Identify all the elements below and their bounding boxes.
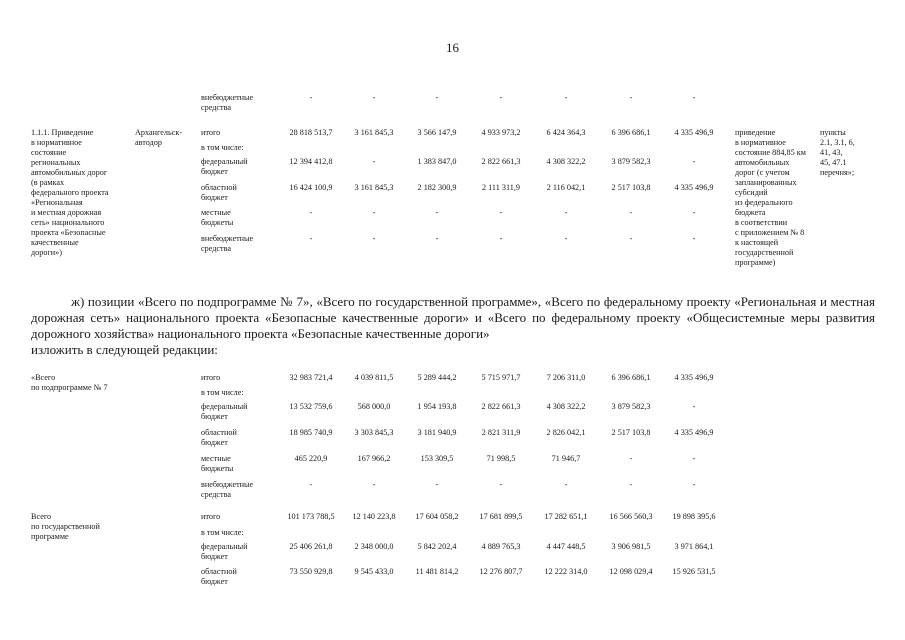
row-source-label: в том числе: bbox=[201, 143, 244, 152]
item-name: и местная дорожная bbox=[31, 208, 102, 217]
table-cell: 4 933 973,2 bbox=[481, 128, 521, 137]
table-cell: - bbox=[692, 234, 696, 243]
table-cell: 12 394 412,8 bbox=[289, 157, 333, 166]
block-label: программе bbox=[31, 532, 69, 541]
table-cell: 2 116 042,1 bbox=[546, 183, 586, 192]
table-cell: - bbox=[435, 208, 439, 217]
item-result: бюджета bbox=[735, 208, 766, 217]
item-result: в нормативное bbox=[735, 138, 786, 147]
table-cell: 17 604 058,2 bbox=[415, 512, 459, 521]
table-cell: - bbox=[372, 157, 376, 166]
row-source-label: областной bbox=[201, 567, 237, 576]
table-cell: 6 396 686,1 bbox=[611, 128, 651, 137]
item-result: из федерального bbox=[735, 198, 793, 207]
table-cell: - bbox=[309, 234, 313, 243]
table-cell: - bbox=[629, 208, 633, 217]
row-source-label: бюджет bbox=[201, 577, 228, 586]
block-label: по подпрограмме № 7 bbox=[31, 383, 108, 392]
item-name: (в рамках bbox=[31, 178, 65, 187]
table-cell: - bbox=[499, 208, 503, 217]
item-result: с приложением № 8 bbox=[735, 228, 805, 237]
table-cell: - bbox=[629, 454, 633, 463]
item-result: дорог (с учетом bbox=[735, 168, 790, 177]
table-cell: 2 826 042,1 bbox=[546, 428, 586, 437]
row-source-label: итого bbox=[201, 512, 221, 521]
table-cell: 4 889 765,3 bbox=[481, 542, 521, 551]
item-result: в соответствии bbox=[735, 218, 788, 227]
row-source-label: итого bbox=[201, 128, 221, 137]
table-cell: - bbox=[692, 402, 696, 411]
table-cell: 4 335 496,9 bbox=[674, 128, 714, 137]
table-cell: - bbox=[692, 93, 696, 102]
item-result: к настоящей bbox=[735, 238, 779, 247]
item-points: 45, 47.1 bbox=[820, 158, 847, 167]
table-cell: 101 173 788,5 bbox=[287, 512, 335, 521]
table-cell: 3 303 845,3 bbox=[354, 428, 394, 437]
table-cell: 5 289 444,2 bbox=[417, 373, 457, 382]
table-cell: - bbox=[692, 454, 696, 463]
table-cell: 1 954 193,8 bbox=[417, 402, 457, 411]
table-cell: - bbox=[435, 234, 439, 243]
row-source-label: средства bbox=[201, 490, 232, 499]
item-points: 2.1, 3.1, 6, bbox=[820, 138, 855, 147]
paragraph-text-last: изложить в следующей редакции: bbox=[31, 342, 218, 357]
table-cell: 17 282 651,1 bbox=[544, 512, 588, 521]
table-cell: - bbox=[692, 157, 696, 166]
table-cell: - bbox=[372, 208, 376, 217]
table-cell: 4 447 448,5 bbox=[546, 542, 586, 551]
table-cell: 32 983 721,4 bbox=[289, 373, 333, 382]
row-source-label: внебюджетные bbox=[201, 93, 254, 102]
item-points: пункты bbox=[820, 128, 846, 137]
table-cell: 5 842 202,4 bbox=[417, 542, 457, 551]
block-label: по государственной bbox=[31, 522, 100, 531]
table-cell: - bbox=[629, 93, 633, 102]
table-cell: 12 222 314,0 bbox=[544, 567, 588, 576]
page-number: 16 bbox=[446, 40, 459, 55]
row-source-label: средства bbox=[201, 103, 232, 112]
item-executor: Архангельск- bbox=[135, 128, 183, 137]
table-cell: 17 681 899,5 bbox=[479, 512, 523, 521]
table-cell: 153 309,5 bbox=[420, 454, 454, 463]
table-cell: - bbox=[435, 480, 439, 489]
item-points: перечня»; bbox=[820, 168, 855, 177]
item-name: федерального проекта bbox=[31, 188, 109, 197]
table-cell: - bbox=[435, 93, 439, 102]
table-cell: - bbox=[499, 234, 503, 243]
table-cell: 5 715 971,7 bbox=[481, 373, 521, 382]
table-cell: 465 220,9 bbox=[294, 454, 328, 463]
table-cell: - bbox=[372, 93, 376, 102]
table-cell: 12 276 807,7 bbox=[479, 567, 523, 576]
row-source-label: в том числе: bbox=[201, 388, 244, 397]
row-source-label: внебюджетные bbox=[201, 234, 254, 243]
table-cell: - bbox=[309, 480, 313, 489]
table-cell: 2 348 000,0 bbox=[354, 542, 394, 551]
item-name: 1.1.1. Приведение bbox=[31, 128, 94, 137]
row-source-label: федеральный bbox=[201, 402, 248, 411]
table-cell: 19 898 395,6 bbox=[672, 512, 716, 521]
row-source-label: итого bbox=[201, 373, 221, 382]
table-cell: 28 818 513,7 bbox=[289, 128, 333, 137]
table-cell: 3 879 582,3 bbox=[611, 157, 651, 166]
item-name: сеть» национального bbox=[31, 218, 105, 227]
table-cell: 2 821 311,9 bbox=[481, 428, 521, 437]
row-source-label: в том числе: bbox=[201, 528, 244, 537]
row-source-label: бюджеты bbox=[201, 464, 234, 473]
table-cell: 3 879 582,3 bbox=[611, 402, 651, 411]
item-name: «Региональная bbox=[31, 198, 83, 207]
block-label: «Всего bbox=[31, 373, 56, 382]
table-cell: - bbox=[629, 480, 633, 489]
item-points: 41, 43, bbox=[820, 148, 843, 157]
table-cell: - bbox=[629, 234, 633, 243]
table-cell: 4 308 322,2 bbox=[546, 402, 586, 411]
item-name: региональных bbox=[31, 158, 81, 167]
item-result: субсидий bbox=[735, 188, 768, 197]
row-source-label: местные bbox=[201, 454, 231, 463]
item-result: государственной bbox=[735, 248, 794, 257]
table-cell: - bbox=[564, 234, 568, 243]
row-source-label: бюджет bbox=[201, 167, 228, 176]
table-cell: 13 532 759,6 bbox=[289, 402, 333, 411]
table-cell: 6 424 364,3 bbox=[546, 128, 586, 137]
table-cell: - bbox=[309, 93, 313, 102]
row-source-label: областной bbox=[201, 183, 237, 192]
table-cell: 2 517 103,8 bbox=[611, 428, 651, 437]
item-name: дороги») bbox=[31, 248, 63, 257]
row-source-label: областной bbox=[201, 428, 237, 437]
table-cell: 4 308 322,2 bbox=[546, 157, 586, 166]
row-source-label: бюджет bbox=[201, 552, 228, 561]
item-executor: автодор bbox=[135, 138, 162, 147]
item-result: состояние 884,85 км bbox=[735, 148, 806, 157]
table-cell: - bbox=[372, 480, 376, 489]
amendment-paragraph bbox=[31, 294, 875, 358]
item-result: автомобильных bbox=[735, 158, 790, 167]
table-cell: 18 985 740,9 bbox=[289, 428, 333, 437]
row-source-label: бюджет bbox=[201, 193, 228, 202]
row-source-label: бюджеты bbox=[201, 218, 234, 227]
table-cell: - bbox=[692, 480, 696, 489]
table-cell: 2 182 300,9 bbox=[417, 183, 457, 192]
table-cell: 16 424 100,9 bbox=[289, 183, 333, 192]
row-source-label: внебюджетные bbox=[201, 480, 254, 489]
table-cell: - bbox=[372, 234, 376, 243]
table-cell: 2 517 103,8 bbox=[611, 183, 651, 192]
table-cell: 12 098 029,4 bbox=[609, 567, 653, 576]
table-cell: - bbox=[692, 208, 696, 217]
table-cell: 2 822 661,3 bbox=[481, 157, 521, 166]
table-cell: 12 140 223,8 bbox=[352, 512, 396, 521]
item-name: автомобильных дорог bbox=[31, 168, 108, 177]
row-source-label: средства bbox=[201, 244, 232, 253]
table-cell: - bbox=[499, 93, 503, 102]
item-name: проекта «Безопасные bbox=[31, 228, 106, 237]
table-cell: 3 161 845,3 bbox=[354, 183, 394, 192]
table-cell: 15 926 531,5 bbox=[672, 567, 716, 576]
table-cell: 73 550 929,8 bbox=[289, 567, 333, 576]
table-cell: - bbox=[309, 208, 313, 217]
table-cell: 6 396 686,1 bbox=[611, 373, 651, 382]
table-cell: 7 206 311,0 bbox=[546, 373, 586, 382]
table-cell: 4 335 496,9 bbox=[674, 428, 714, 437]
table-cell: 11 481 814,2 bbox=[415, 567, 459, 576]
table-cell: - bbox=[564, 208, 568, 217]
block-label: Всего bbox=[31, 512, 52, 521]
table-cell: 2 822 661,3 bbox=[481, 402, 521, 411]
table-cell: 71 946,7 bbox=[551, 454, 581, 463]
table-cell: 3 906 981,5 bbox=[611, 542, 651, 551]
table-cell: 25 406 261,8 bbox=[289, 542, 333, 551]
table-cell: 3 181 940,9 bbox=[417, 428, 457, 437]
table-cell: 4 039 811,5 bbox=[354, 373, 394, 382]
table-cell: 71 998,5 bbox=[486, 454, 516, 463]
table-cell: 16 566 560,3 bbox=[609, 512, 653, 521]
item-name: качественные bbox=[31, 238, 79, 247]
table-cell: 167 966,2 bbox=[357, 454, 391, 463]
row-source-label: федеральный bbox=[201, 157, 248, 166]
item-result: приведение bbox=[735, 128, 776, 137]
table-cell: - bbox=[564, 93, 568, 102]
item-name: состояние bbox=[31, 148, 67, 157]
table-cell: 2 111 311,9 bbox=[482, 183, 520, 192]
item-result: запланированных bbox=[735, 178, 797, 187]
table-cell: 3 566 147,9 bbox=[417, 128, 457, 137]
table-cell: 4 335 496,9 bbox=[674, 373, 714, 382]
table-cell: 4 335 496,9 bbox=[674, 183, 714, 192]
table-cell: - bbox=[564, 480, 568, 489]
item-result: программе) bbox=[735, 258, 776, 267]
row-source-label: местные bbox=[201, 208, 231, 217]
table-cell: - bbox=[499, 480, 503, 489]
table-cell: 3 161 845,3 bbox=[354, 128, 394, 137]
table-cell: 1 383 847,0 bbox=[417, 157, 457, 166]
item-name: в нормативное bbox=[31, 138, 82, 147]
table-cell: 3 971 864,1 bbox=[674, 542, 714, 551]
row-source-label: бюджет bbox=[201, 412, 228, 421]
row-source-label: бюджет bbox=[201, 438, 228, 447]
paragraph-text: ж) позиции «Всего по подпрограмме № 7», «Всего по государственной программе», «Всего по федеральному проекту «Региональная и местная дорожная сеть» национального проекта «Безопасные качественные дороги» и «Всего по федеральному проекту «Общесистемные меры развития дорожного хозяйства» национального проекта «Безопасные качественные дороги» bbox=[31, 294, 875, 341]
table-cell: 568 000,0 bbox=[357, 402, 391, 411]
row-source-label: федеральный bbox=[201, 542, 248, 551]
table-cell: 9 545 433,0 bbox=[354, 567, 394, 576]
